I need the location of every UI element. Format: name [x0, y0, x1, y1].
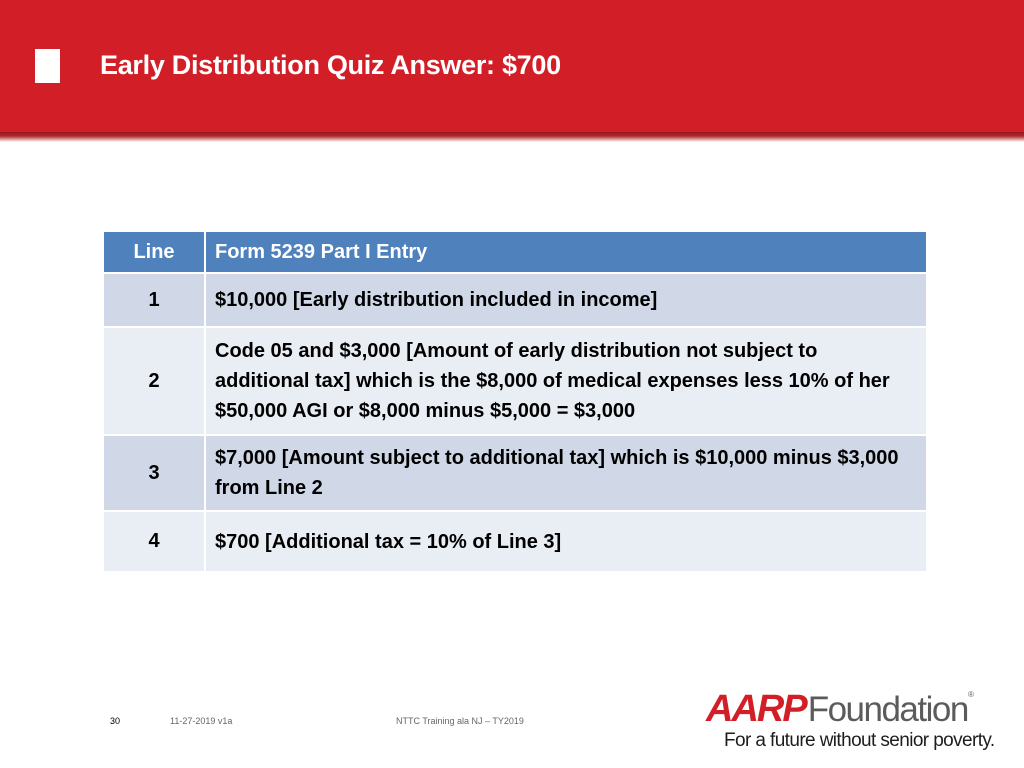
row-line-number: 2 — [103, 327, 205, 435]
row-line-number: 1 — [103, 273, 205, 327]
row-entry: $700 [Additional tax = 10% of Line 3] — [205, 511, 927, 572]
page-number: 30 — [110, 716, 121, 726]
column-header-entry: Form 5239 Part I Entry — [205, 231, 927, 273]
row-entry: Code 05 and $3,000 [Amount of early distribution not subject to additional tax] which is the $8,000 of medical expenses less 10% of her $50,000 AGI or $8,000 minus $5,000 = $3,000 — [205, 327, 927, 435]
row-line-number: 4 — [103, 511, 205, 572]
slide-header — [0, 0, 1024, 132]
table-row — [103, 273, 927, 327]
answer-table — [102, 230, 928, 573]
footer-center-text: NTTC Training ala NJ – TY2019 — [396, 716, 524, 726]
table-header-row — [103, 231, 927, 273]
table-row — [103, 511, 927, 572]
table-row — [103, 327, 927, 435]
row-entry: $7,000 [Amount subject to additional tax] which is $10,000 minus $3,000 from Line 2 — [205, 435, 927, 511]
footer-date-version: 11-27-2019 v1a — [170, 716, 233, 726]
logo-wordmark — [706, 688, 968, 731]
logo-tagline: For a future without senior poverty. — [724, 730, 995, 751]
row-line-number: 3 — [103, 435, 205, 511]
logo-brand: AARP — [706, 688, 806, 730]
registered-mark: ® — [968, 690, 974, 699]
header-square-icon — [35, 49, 60, 83]
slide-title: Early Distribution Quiz Answer: $700 — [100, 50, 561, 80]
logo-name: Foundation — [807, 690, 968, 729]
column-header-line: Line — [103, 231, 205, 273]
table-row — [103, 435, 927, 511]
row-entry: $10,000 [Early distribution included in income] — [205, 273, 927, 327]
aarp-foundation-logo — [706, 688, 995, 754]
header-divider — [0, 132, 1024, 142]
